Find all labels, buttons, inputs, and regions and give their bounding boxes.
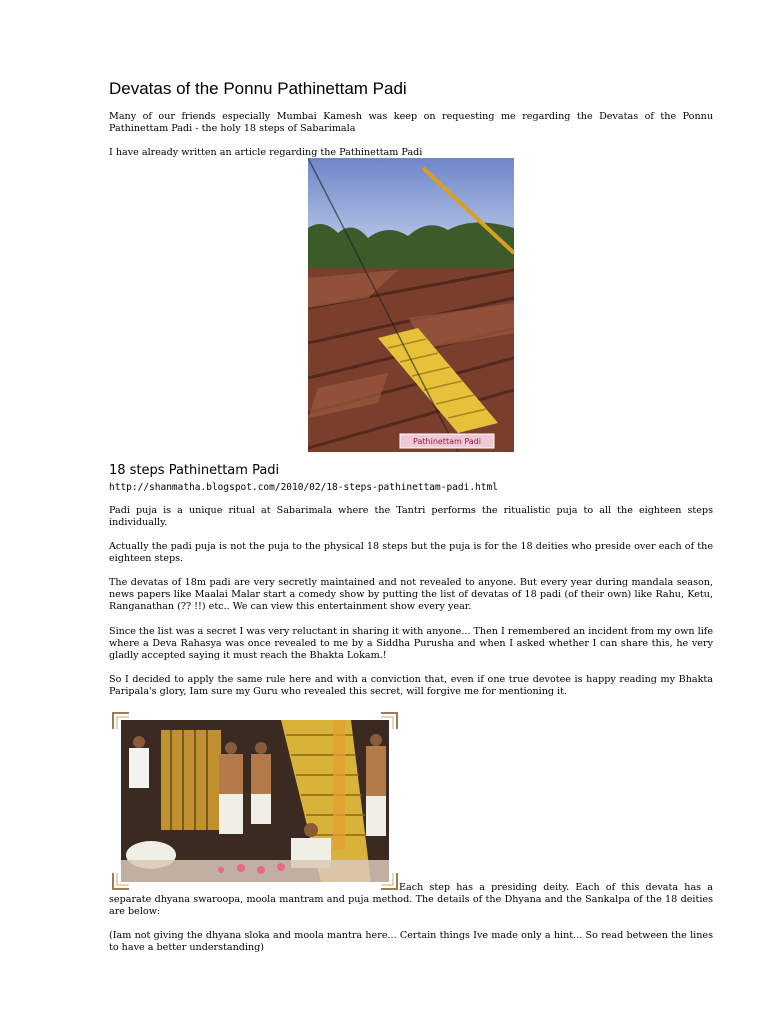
- padi-puja-photo-frame: [112, 712, 398, 890]
- paragraph-padi-puja: Padi puja is a unique ritual at Sabarimala where the Tantri performs the ritualistic puja to all the eighteen steps individually.: [109, 505, 713, 528]
- written-paragraph: I have already written an article regarding the Pathinettam Padi: [109, 147, 423, 158]
- intro-paragraph: Many of our friends especially Mumbai Kamesh was keep on requesting me regarding the Devatas of the Ponnu Pathinettam Padi - the holy 18 steps of Sabarimala: [109, 111, 713, 134]
- image-caption: Pathinettam Padi: [413, 437, 481, 446]
- pathinettam-padi-photo: [308, 158, 514, 452]
- paragraph-decision: So I decided to apply the same rule here and with a conviction that, even if one true devotee is happy reading my Bhakta Paripala's glory, Iam sure my Guru who revealed this secret, will forgive me for mentioning it.: [109, 674, 713, 697]
- presiding-deity-paragraph: Each step has a presiding deity. Each of this devata has a separate dhyana swaroopa, moola mantram and puja method. The details of the Dhyana and the Sankalpa of the 18 deities are below:: [109, 882, 713, 917]
- padi-puja-photo: [121, 720, 389, 882]
- section-heading: 18 steps Pathinettam Padi: [109, 463, 280, 478]
- article-link[interactable]: http://shanmatha.blogspot.com/2010/02/18-steps-pathinettam-padi.html: [109, 482, 498, 493]
- page-title: Devatas of the Ponnu Pathinettam Padi: [109, 79, 407, 98]
- paragraph-padi-deities: Actually the padi puja is not the puja to the physical 18 steps but the puja is for the 18 deities who preside over each of the eighteen steps.: [109, 541, 713, 564]
- paragraph-deva-rahasya: Since the list was a secret I was very reluctant in sharing it with anyone... Then I remembered an incident from my own life where a Deva Rahasya was once revealed to me by a Siddha Purusha and when I asked whether I can share this, he very gladly accepted saying it must reach the Bhakta Lokam.!: [109, 626, 714, 661]
- note-paragraph: (Iam not giving the dhyana sloka and moola mantra here... Certain things Ive made only a hint... So read between the lines to have a better understanding): [109, 930, 713, 953]
- paragraph-secret-devatas: The devatas of 18m padi are very secretly maintained and not revealed to anyone. But every year during mandala season, news papers like Maalai Malar start a comedy show by putting the list of devatas of 18 padi (of their own) like Rahu, Ketu, Ranganathan (?? !!) etc.. We can view this entertainment show every year.: [109, 577, 713, 612]
